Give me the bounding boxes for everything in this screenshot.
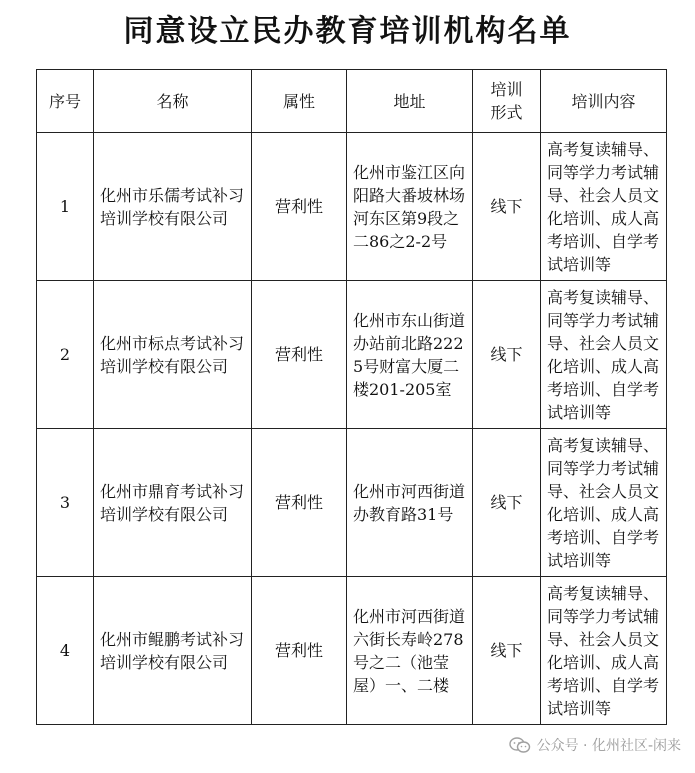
header-mode [473,70,541,133]
header-name: 名称 [94,70,252,133]
cell-content-text: 高考复读辅导、同等学力考试辅导、社会人员文化培训、成人高考培训、自学考试培训等 [547,287,660,422]
cell-name-text: 化州市标点考试补习培训学校有限公司 [100,333,245,376]
institution-table [36,69,667,725]
cell-address [347,281,473,429]
header-mode-line1: 培训 [490,80,523,99]
cell-index: 1 [37,133,94,281]
cell-address-text: 化州市河西街道办教育路31号 [353,481,466,524]
cell-name [94,133,252,281]
header-address: 地址 [347,70,473,133]
header-row [37,70,667,133]
cell-name-text: 化州市鼎育考试补习培训学校有限公司 [100,481,245,524]
cell-type: 营利性 [252,577,347,725]
cell-content [541,429,667,577]
table-row [37,133,667,281]
header-type: 属性 [252,70,347,133]
cell-type: 营利性 [252,429,347,577]
cell-mode: 线下 [473,281,541,429]
cell-name [94,281,252,429]
table-row [37,429,667,577]
cell-content [541,281,667,429]
cell-mode: 线下 [473,429,541,577]
cell-content-text: 高考复读辅导、同等学力考试辅导、社会人员文化培训、成人高考培训、自学考试培训等 [547,139,660,274]
cell-content-text: 高考复读辅导、同等学力考试辅导、社会人员文化培训、成人高考培训、自学考试培训等 [547,583,660,718]
cell-address [347,429,473,577]
cell-name-text: 化州市乐儒考试补习培训学校有限公司 [100,185,245,228]
cell-address-text: 化州市鉴江区向阳路大番坡林场河东区第9段之二86之2-2号 [353,162,466,251]
cell-content-text: 高考复读辅导、同等学力考试辅导、社会人员文化培训、成人高考培训、自学考试培训等 [547,435,660,570]
watermark-text: 公众号 · 化州社区-闲来 [536,738,681,754]
table-row [37,281,667,429]
table-row [37,577,667,725]
cell-index: 4 [37,577,94,725]
cell-address [347,577,473,725]
wechat-icon [509,737,531,753]
document-title: 同意设立民办教育培训机构名单 [123,14,572,49]
cell-address-text: 化州市河西街道六街长寿岭278号之二（池莹屋）一、二楼 [353,606,466,695]
table-header [37,70,667,133]
cell-name [94,577,252,725]
table-body [37,133,667,725]
cell-type: 营利性 [252,281,347,429]
cell-content [541,577,667,725]
cell-index: 3 [37,429,94,577]
watermark [509,735,681,755]
header-index: 序号 [37,70,94,133]
cell-type: 营利性 [252,133,347,281]
cell-mode: 线下 [473,133,541,281]
cell-name [94,429,252,577]
cell-address-text: 化州市东山街道办站前北路2225号财富大厦二楼201-205室 [353,310,466,399]
cell-index: 2 [37,281,94,429]
cell-address [347,133,473,281]
header-mode-line2: 形式 [490,103,523,122]
header-content: 培训内容 [541,70,667,133]
cell-mode: 线下 [473,577,541,725]
cell-name-text: 化州市鲲鹏考试补习培训学校有限公司 [100,629,245,672]
cell-content [541,133,667,281]
